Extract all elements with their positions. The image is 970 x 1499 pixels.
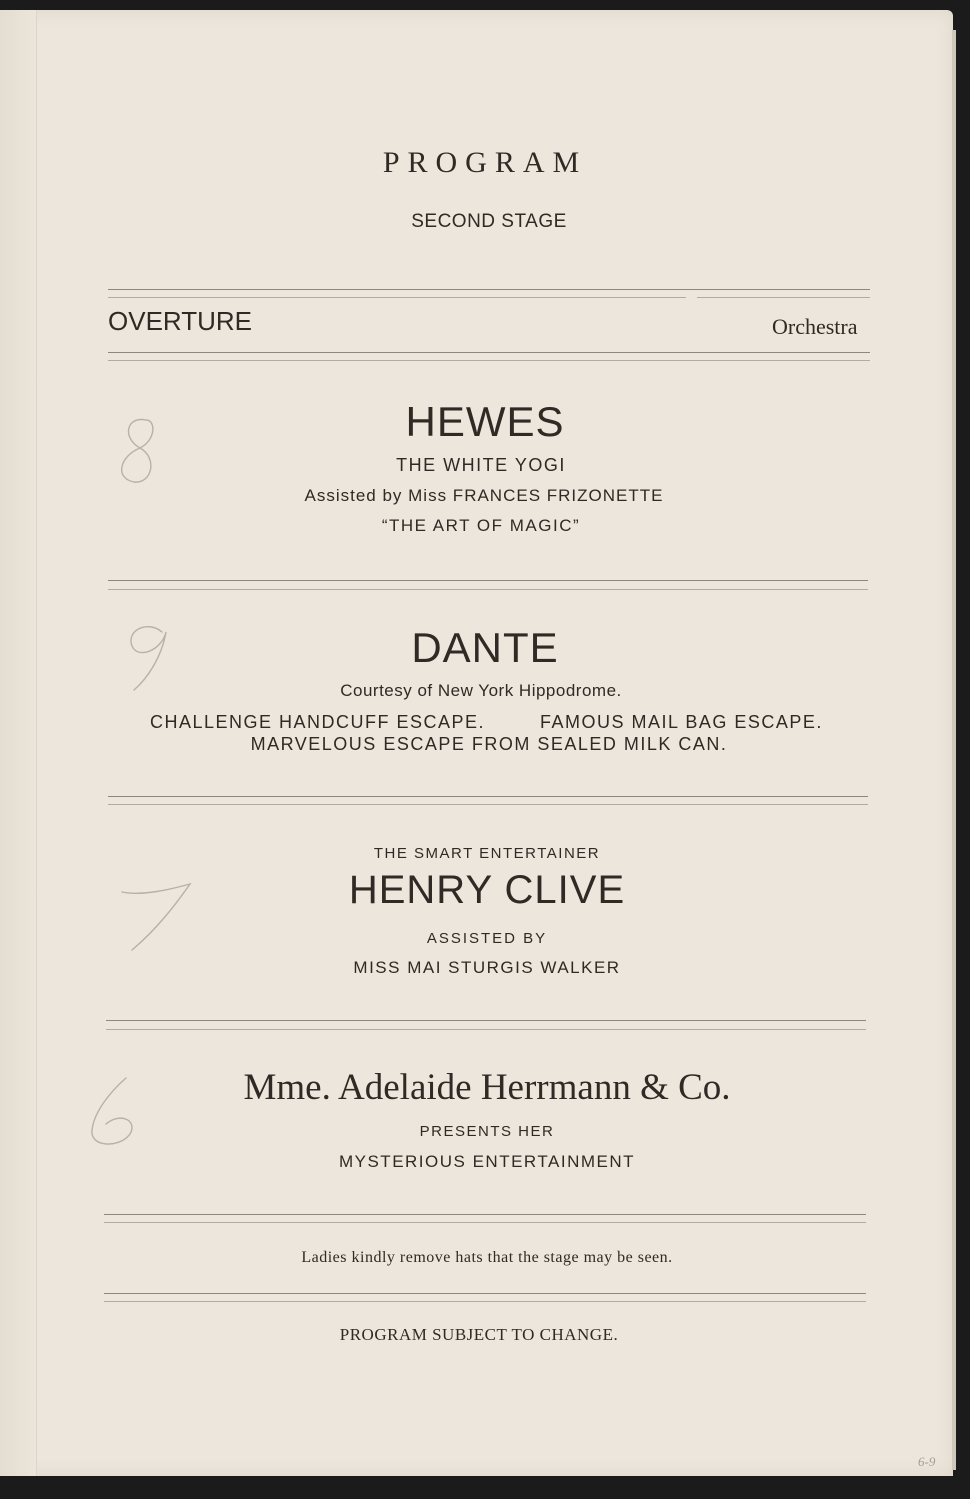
page-mark: 6-9 <box>918 1454 936 1469</box>
act-name-henry-clive: HENRY CLIVE <box>348 868 626 912</box>
act-name-hewes: HEWES <box>405 398 565 445</box>
divider <box>108 804 868 805</box>
act-line: PRESENTS HER <box>419 1123 555 1140</box>
act-line: THE WHITE YOGI <box>396 455 566 475</box>
divider <box>108 589 868 590</box>
divider <box>106 1020 866 1021</box>
overture-performer: Orchestra <box>772 314 858 339</box>
act-line: FAMOUS MAIL BAG ESCAPE. <box>540 712 823 732</box>
divider <box>104 1214 866 1215</box>
act-line: Assisted by Miss FRANCES FRIZONETTE <box>304 486 664 505</box>
divider <box>104 1222 866 1223</box>
act-line: Courtesy of New York Hippodrome. <box>340 681 622 700</box>
divider <box>108 297 686 298</box>
act-line: CHALLENGE HANDCUFF ESCAPE. <box>150 712 486 732</box>
program-title: PROGRAM <box>382 146 588 179</box>
act-line: MISS MAI STURGIS WALKER <box>353 958 621 977</box>
divider <box>108 580 868 581</box>
overture-title: OVERTURE <box>108 306 252 336</box>
divider <box>108 352 870 353</box>
program-subtitle: SECOND STAGE <box>411 211 567 232</box>
act-line: MYSTERIOUS ENTERTAINMENT <box>338 1152 636 1171</box>
hats-notice: Ladies kindly remove hats that the stage may be seen. <box>301 1249 673 1266</box>
divider <box>108 289 870 290</box>
divider <box>108 796 868 797</box>
divider <box>108 360 870 361</box>
act-line: ASSISTED BY <box>426 930 548 947</box>
act-pretitle: THE SMART ENTERTAINER <box>373 845 601 862</box>
act-name-herrmann: Mme. Adelaide Herrmann & Co. <box>243 1067 731 1108</box>
divider <box>104 1301 866 1302</box>
divider <box>104 1293 866 1294</box>
act-name-dante: DANTE <box>411 624 559 671</box>
program-footer: PROGRAM SUBJECT TO CHANGE. <box>339 1325 619 1344</box>
divider <box>697 297 870 298</box>
act-line: “THE ART OF MAGIC” <box>381 516 581 535</box>
divider <box>106 1029 866 1030</box>
act-line: MARVELOUS ESCAPE FROM SEALED MILK CAN. <box>250 734 728 754</box>
